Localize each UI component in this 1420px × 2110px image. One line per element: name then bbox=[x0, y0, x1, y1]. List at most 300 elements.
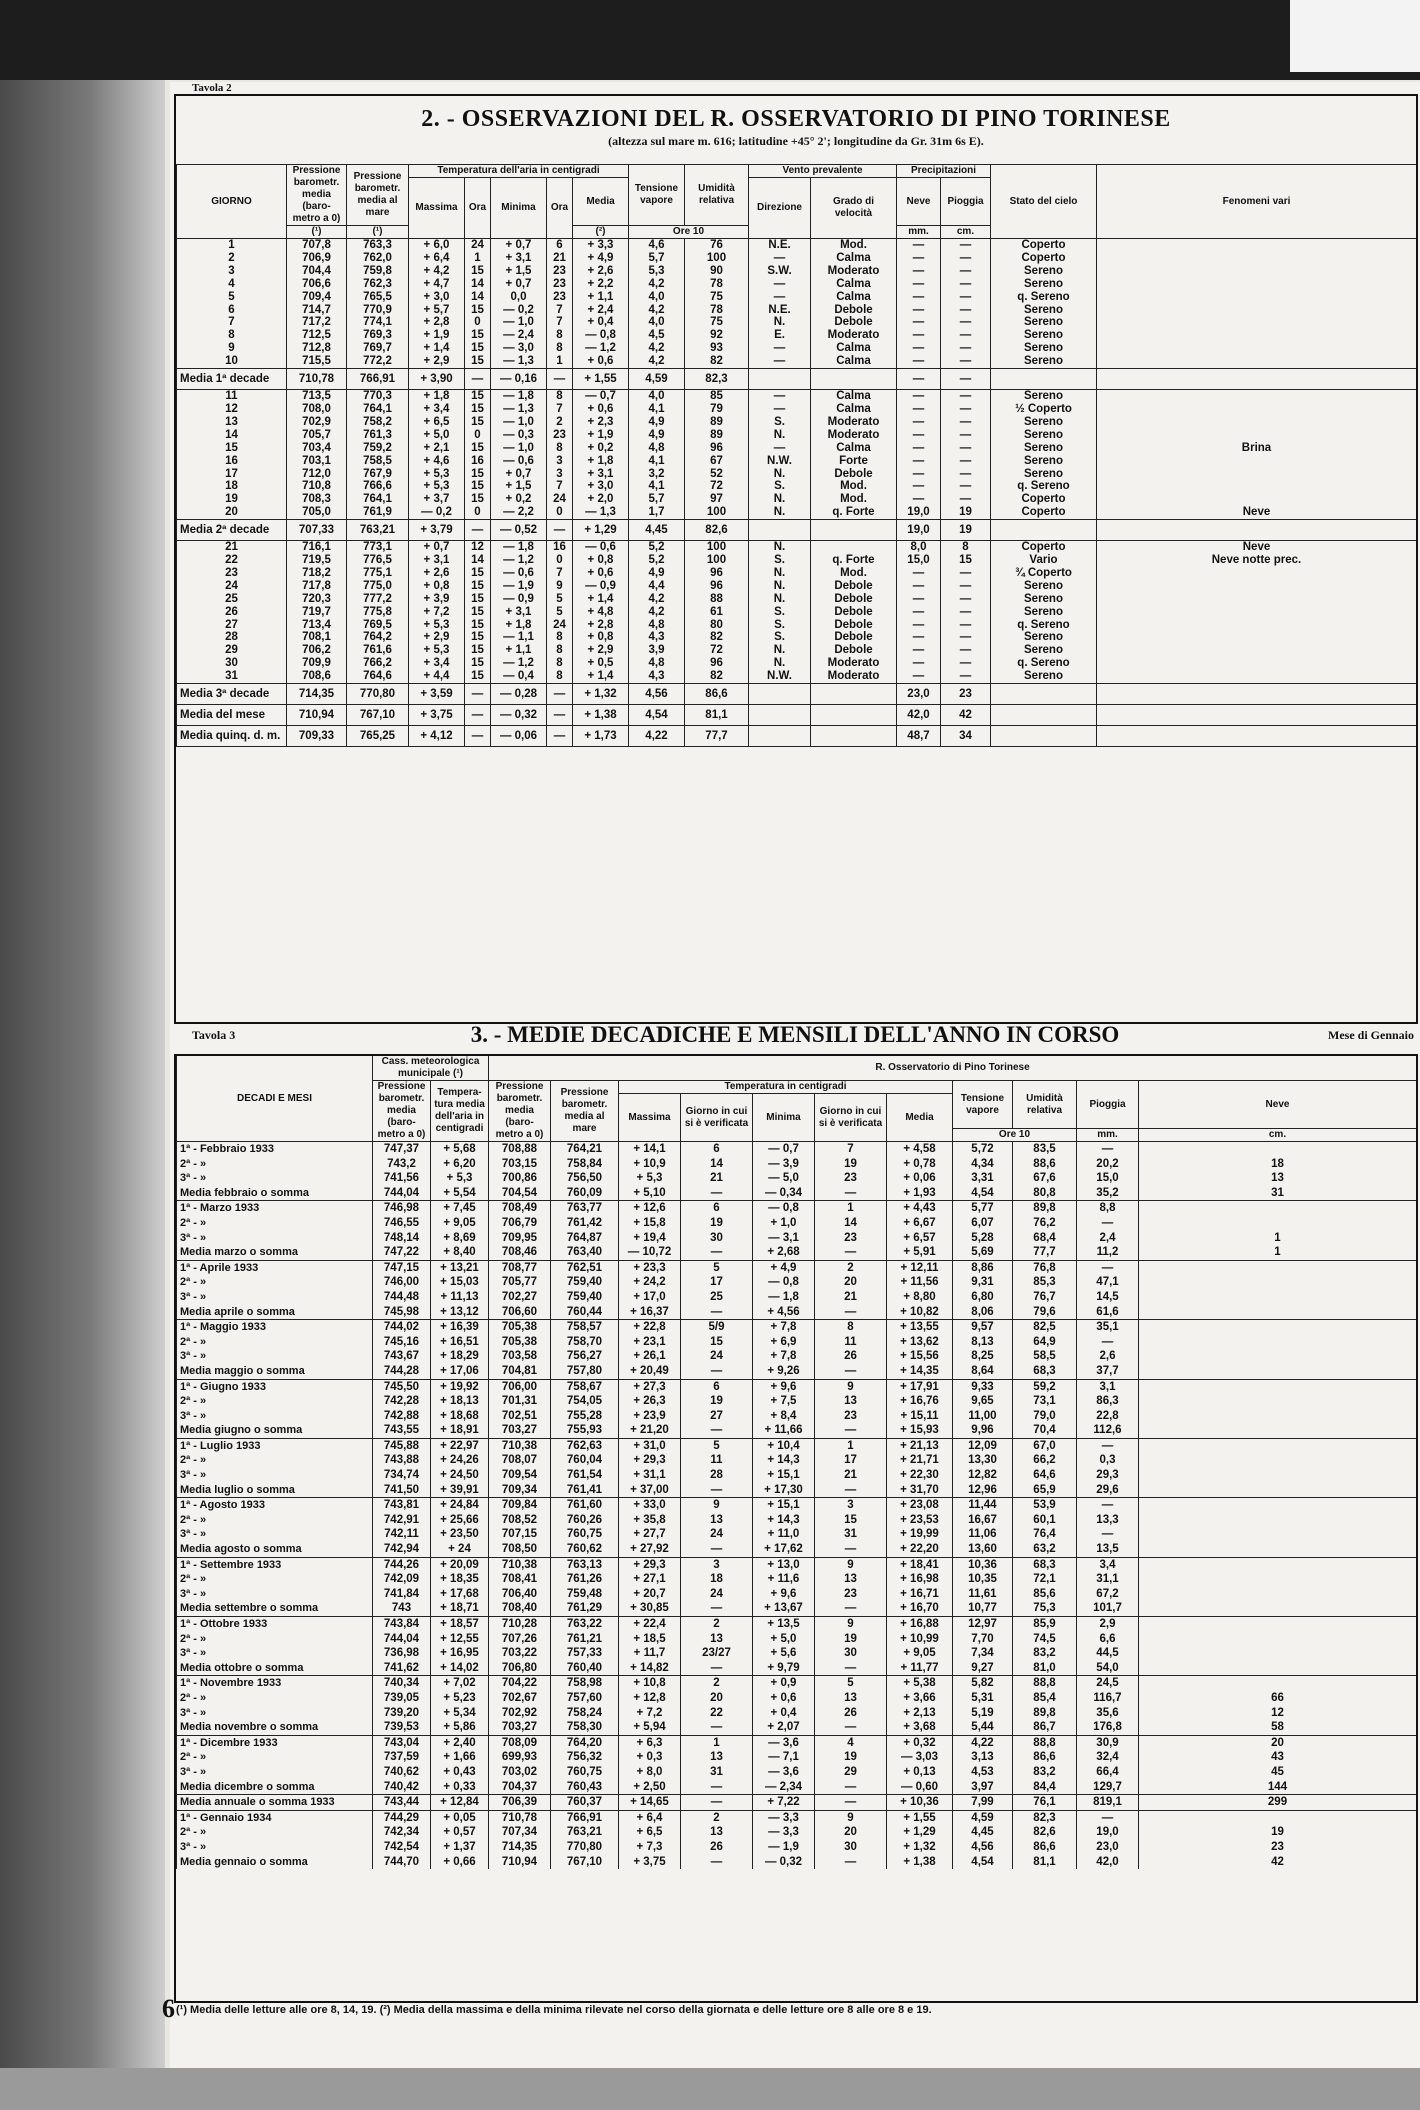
decade-row-cell-10: 4,59 bbox=[953, 1810, 1013, 1825]
decade-row-cell-0: 2ª - » bbox=[177, 1394, 373, 1409]
day-row-cell-6: 8 bbox=[547, 342, 573, 355]
decade-row-cell-5: + 14,1 bbox=[619, 1142, 681, 1157]
month-summary-row-cell-5: + 3,75 bbox=[619, 1855, 681, 1870]
day-row-cell-2: 764,1 bbox=[347, 403, 409, 416]
day-row-cell-12: — bbox=[897, 403, 941, 416]
day-row-cell-5: — 0,6 bbox=[491, 455, 547, 468]
decade-row-cell-0: 1ª - Novembre 1933 bbox=[177, 1676, 373, 1691]
decade-summary-row-cell-11 bbox=[811, 369, 897, 390]
day-row-cell-9: 100 bbox=[685, 252, 749, 265]
decade-summary-row-cell-9: 82,6 bbox=[685, 520, 749, 541]
decade-row-cell-8: 31 bbox=[815, 1527, 887, 1542]
decade-row-cell-11: 82,3 bbox=[1013, 1810, 1077, 1825]
decade-row-cell-1: 745,16 bbox=[373, 1335, 431, 1350]
day-row-cell-15 bbox=[1097, 416, 1417, 429]
day-row-cell-14: Coperto bbox=[991, 493, 1097, 506]
month-summary-row-cell-12: 13,5 bbox=[1077, 1542, 1139, 1557]
final-summary-row-cell-4: — bbox=[465, 705, 491, 726]
day-row bbox=[177, 355, 1417, 368]
day-row-cell-1: 719,5 bbox=[287, 554, 347, 567]
decade-row-cell-13 bbox=[1139, 1409, 1417, 1424]
decade-row-cell-5: + 8,0 bbox=[619, 1765, 681, 1780]
decade-row-cell-9: + 15,11 bbox=[887, 1409, 953, 1424]
decade-row-cell-6: 1 bbox=[681, 1735, 753, 1750]
decade-row-cell-6: 6 bbox=[681, 1201, 753, 1216]
decade-row-cell-6: 20 bbox=[681, 1691, 753, 1706]
day-row-cell-11: Moderato bbox=[811, 265, 897, 278]
month-summary-row-cell-4: 760,43 bbox=[551, 1780, 619, 1795]
decade-row-cell-12: — bbox=[1077, 1527, 1139, 1542]
final-summary-row-cell-7: + 1,73 bbox=[573, 726, 629, 747]
day-row-cell-9: 100 bbox=[685, 506, 749, 519]
decade-row-cell-8: 13 bbox=[815, 1394, 887, 1409]
decade-row-cell-11: 64,9 bbox=[1013, 1335, 1077, 1350]
decade-row-cell-0: 3ª - » bbox=[177, 1527, 373, 1542]
day-row-cell-0: 23 bbox=[177, 567, 287, 580]
decade-summary-row-cell-1: 710,78 bbox=[287, 369, 347, 390]
month-summary-row-cell-3: 708,46 bbox=[489, 1245, 551, 1260]
month-summary-row-cell-7: — 2,34 bbox=[753, 1780, 815, 1795]
month-summary-row-cell-12: 112,6 bbox=[1077, 1423, 1139, 1438]
decade-row bbox=[177, 1676, 1417, 1691]
month-summary-row-cell-9: + 31,70 bbox=[887, 1483, 953, 1498]
day-row-cell-1: 703,4 bbox=[287, 442, 347, 455]
decade-row-cell-2: + 12,55 bbox=[431, 1632, 489, 1647]
day-row-cell-14: q. Sereno bbox=[991, 657, 1097, 670]
month-summary-row-cell-2: + 14,02 bbox=[431, 1661, 489, 1676]
decade-row-cell-3: 708,88 bbox=[489, 1142, 551, 1157]
day-row bbox=[177, 252, 1417, 265]
decade-row-cell-6: 5 bbox=[681, 1438, 753, 1453]
day-row-cell-0: 9 bbox=[177, 342, 287, 355]
decade-row-cell-0: 2ª - » bbox=[177, 1691, 373, 1706]
header-ora-min: Ora bbox=[547, 178, 573, 239]
day-row-cell-1: 708,1 bbox=[287, 631, 347, 644]
final-summary-row bbox=[177, 705, 1417, 726]
day-row-cell-7: — 0,8 bbox=[573, 329, 629, 342]
day-row-cell-15 bbox=[1097, 468, 1417, 481]
day-row-cell-0: 19 bbox=[177, 493, 287, 506]
month-summary-row-cell-13 bbox=[1139, 1542, 1417, 1557]
day-row-cell-2: 767,9 bbox=[347, 468, 409, 481]
day-row-cell-4: 15 bbox=[465, 329, 491, 342]
month-summary-row-cell-12: 37,7 bbox=[1077, 1364, 1139, 1379]
day-row-cell-14: ¾ Coperto bbox=[991, 567, 1097, 580]
day-row-cell-5: + 3,1 bbox=[491, 606, 547, 619]
decade-row-cell-13 bbox=[1139, 1216, 1417, 1231]
day-row-cell-11: Calma bbox=[811, 355, 897, 368]
day-row-cell-13: — bbox=[941, 567, 991, 580]
day-row-cell-0: 26 bbox=[177, 606, 287, 619]
day-row-cell-7: + 2,8 bbox=[573, 619, 629, 632]
decade-row-cell-10: 4,34 bbox=[953, 1157, 1013, 1172]
day-row-cell-6: 2 bbox=[547, 416, 573, 429]
decade-summary-row-cell-3: + 3,59 bbox=[409, 684, 465, 705]
decade-row-cell-8: 9 bbox=[815, 1557, 887, 1572]
final-summary-row-cell-4: — bbox=[465, 726, 491, 747]
day-row-cell-13: — bbox=[941, 403, 991, 416]
decade-row-cell-8: 23 bbox=[815, 1231, 887, 1246]
month-summary-row-cell-0: Media agosto o somma bbox=[177, 1542, 373, 1557]
decade-row-cell-10: 10,36 bbox=[953, 1557, 1013, 1572]
day-row-cell-9: 96 bbox=[685, 657, 749, 670]
decade-row-cell-1: 739,05 bbox=[373, 1691, 431, 1706]
month-summary-row-cell-12: 129,7 bbox=[1077, 1780, 1139, 1795]
month-summary-row bbox=[177, 1423, 1417, 1438]
day-row-cell-7: — 0,7 bbox=[573, 390, 629, 403]
month-summary-row bbox=[177, 1542, 1417, 1557]
decade-row-cell-3: 703,02 bbox=[489, 1765, 551, 1780]
day-row-cell-3: + 2,8 bbox=[409, 316, 465, 329]
decade-row-cell-8: 19 bbox=[815, 1750, 887, 1765]
decade-row-cell-11: 64,6 bbox=[1013, 1468, 1077, 1483]
month-summary-row-cell-10: 5,69 bbox=[953, 1245, 1013, 1260]
decade-row-cell-2: + 1,66 bbox=[431, 1750, 489, 1765]
decade-row-cell-3: 704,22 bbox=[489, 1676, 551, 1691]
day-row-cell-10: N. bbox=[749, 493, 811, 506]
day-row-cell-7: + 3,3 bbox=[573, 239, 629, 252]
day-row-cell-4: 15 bbox=[465, 593, 491, 606]
month-summary-row-cell-4: 767,10 bbox=[551, 1855, 619, 1870]
decade-row-cell-4: 760,26 bbox=[551, 1513, 619, 1528]
decade-row-cell-4: 760,04 bbox=[551, 1453, 619, 1468]
decade-row-cell-8: 26 bbox=[815, 1349, 887, 1364]
day-row-cell-0: 11 bbox=[177, 390, 287, 403]
day-row-cell-11: Debole bbox=[811, 644, 897, 657]
month-summary-row-cell-9: + 1,38 bbox=[887, 1855, 953, 1870]
decade-row-cell-5: + 17,0 bbox=[619, 1290, 681, 1305]
decade-row-cell-13 bbox=[1139, 1335, 1417, 1350]
day-row-cell-11: Debole bbox=[811, 316, 897, 329]
month-summary-row-cell-1: 744,04 bbox=[373, 1186, 431, 1201]
day-row-cell-9: 72 bbox=[685, 480, 749, 493]
day-row-cell-2: 764,2 bbox=[347, 631, 409, 644]
decade-row-cell-3: 707,26 bbox=[489, 1632, 551, 1647]
decade-row-cell-2: + 23,50 bbox=[431, 1527, 489, 1542]
day-row-cell-12: 15,0 bbox=[897, 554, 941, 567]
day-row-cell-10: N. bbox=[749, 644, 811, 657]
day-row-cell-4: 15 bbox=[465, 355, 491, 368]
day-row-cell-12: — bbox=[897, 442, 941, 455]
day-row-cell-5: — 1,0 bbox=[491, 442, 547, 455]
decade-row-cell-10: 9,33 bbox=[953, 1379, 1013, 1394]
header-minima: Minima bbox=[491, 178, 547, 239]
day-row-cell-12: — bbox=[897, 606, 941, 619]
month-summary-row-cell-9: + 5,91 bbox=[887, 1245, 953, 1260]
decade-row-cell-4: 758,24 bbox=[551, 1706, 619, 1721]
decade-row-cell-4: 755,28 bbox=[551, 1409, 619, 1424]
decade-row-cell-1: 743,04 bbox=[373, 1735, 431, 1750]
observations-table bbox=[176, 164, 1416, 747]
final-summary-row-cell-3: + 4,12 bbox=[409, 726, 465, 747]
month-summary-row-cell-8: — bbox=[815, 1364, 887, 1379]
month-summary-row-cell-5: + 37,00 bbox=[619, 1483, 681, 1498]
decade-row-cell-9: + 0,13 bbox=[887, 1765, 953, 1780]
day-row-cell-0: 2 bbox=[177, 252, 287, 265]
decade-row-cell-13 bbox=[1139, 1275, 1417, 1290]
month-summary-row-cell-1: 742,94 bbox=[373, 1542, 431, 1557]
decade-row-cell-11: 83,2 bbox=[1013, 1646, 1077, 1661]
decade-row-cell-1: 743,67 bbox=[373, 1349, 431, 1364]
day-row-cell-7: + 0,6 bbox=[573, 403, 629, 416]
header-note1: (¹) bbox=[287, 226, 347, 239]
decade-summary-row-cell-10 bbox=[749, 684, 811, 705]
day-row-cell-4: 15 bbox=[465, 468, 491, 481]
final-summary-row-cell-7: + 1,38 bbox=[573, 705, 629, 726]
decade-row-cell-12: 35,1 bbox=[1077, 1320, 1139, 1335]
decade-row-cell-6: 23/27 bbox=[681, 1646, 753, 1661]
decade-row-cell-11: 85,3 bbox=[1013, 1275, 1077, 1290]
decade-row-cell-13 bbox=[1139, 1557, 1417, 1572]
decade-row-cell-6: 25 bbox=[681, 1290, 753, 1305]
day-row-cell-12: — bbox=[897, 480, 941, 493]
day-row-cell-8: 4,1 bbox=[629, 403, 685, 416]
day-row-cell-10: E. bbox=[749, 329, 811, 342]
decade-summary-row-cell-7: + 1,29 bbox=[573, 520, 629, 541]
decade-row-cell-12: 23,0 bbox=[1077, 1840, 1139, 1855]
day-row bbox=[177, 631, 1417, 644]
day-row-cell-5: 0,0 bbox=[491, 291, 547, 304]
decade-row-cell-2: + 1,37 bbox=[431, 1840, 489, 1855]
day-row-cell-2: 775,1 bbox=[347, 567, 409, 580]
day-row bbox=[177, 316, 1417, 329]
decade-row-cell-11: 76,4 bbox=[1013, 1527, 1077, 1542]
decade-row-cell-12: 32,4 bbox=[1077, 1750, 1139, 1765]
day-row-cell-11: Moderato bbox=[811, 416, 897, 429]
decade-row-cell-13 bbox=[1139, 1632, 1417, 1647]
month-summary-row-cell-1: 740,42 bbox=[373, 1780, 431, 1795]
decade-row-cell-13: 43 bbox=[1139, 1750, 1417, 1765]
day-row-cell-1: 720,3 bbox=[287, 593, 347, 606]
day-row-cell-8: 3,2 bbox=[629, 468, 685, 481]
day-row-cell-0: 24 bbox=[177, 580, 287, 593]
day-row-cell-4: 1 bbox=[465, 252, 491, 265]
decade-row bbox=[177, 1379, 1417, 1394]
day-row-cell-0: 28 bbox=[177, 631, 287, 644]
day-row-cell-2: 773,1 bbox=[347, 541, 409, 554]
day-row-cell-1: 708,3 bbox=[287, 493, 347, 506]
decade-summary-row-cell-11 bbox=[811, 520, 897, 541]
decade-row-cell-5: + 7,2 bbox=[619, 1706, 681, 1721]
day-row-cell-15: Brina bbox=[1097, 442, 1417, 455]
day-row-cell-11: q. Forte bbox=[811, 554, 897, 567]
decade-row-cell-2: + 16,95 bbox=[431, 1646, 489, 1661]
decade-row-cell-3: 708,52 bbox=[489, 1513, 551, 1528]
day-row bbox=[177, 480, 1417, 493]
decade-row-cell-10: 7,99 bbox=[953, 1795, 1013, 1811]
day-row-cell-10: N. bbox=[749, 506, 811, 519]
decade-row-cell-3: 706,00 bbox=[489, 1379, 551, 1394]
day-row-cell-11: Debole bbox=[811, 619, 897, 632]
day-row-cell-8: 4,2 bbox=[629, 355, 685, 368]
month-summary-row-cell-13 bbox=[1139, 1601, 1417, 1616]
month-summary-row-cell-5: + 21,20 bbox=[619, 1423, 681, 1438]
day-row-cell-1: 706,6 bbox=[287, 278, 347, 291]
decade-row bbox=[177, 1201, 1417, 1216]
decade-row-cell-0: 1ª - Aprile 1933 bbox=[177, 1260, 373, 1275]
decade-row-cell-5: + 0,3 bbox=[619, 1750, 681, 1765]
day-row bbox=[177, 493, 1417, 506]
day-row-cell-4: 14 bbox=[465, 554, 491, 567]
decade-row-cell-6: 6 bbox=[681, 1142, 753, 1157]
month-summary-row-cell-10: 3,97 bbox=[953, 1780, 1013, 1795]
decade-row-cell-2: + 24,26 bbox=[431, 1453, 489, 1468]
header-press-mare-oss: Pressione barometr. media al mare bbox=[551, 1081, 619, 1142]
decade-row-cell-6: 3 bbox=[681, 1557, 753, 1572]
decade-row-cell-1: 745,88 bbox=[373, 1438, 431, 1453]
decade-row-cell-7: — 3,3 bbox=[753, 1810, 815, 1825]
decade-row-cell-9: + 10,36 bbox=[887, 1795, 953, 1811]
decade-row-cell-13: 299 bbox=[1139, 1795, 1417, 1811]
day-row bbox=[177, 619, 1417, 632]
header-neve: Neve bbox=[897, 178, 941, 226]
decade-summary-row-cell-15 bbox=[1097, 684, 1417, 705]
day-row-cell-12: — bbox=[897, 631, 941, 644]
decade-row-cell-10: 12,09 bbox=[953, 1438, 1013, 1453]
month-summary-row-cell-1: 747,22 bbox=[373, 1245, 431, 1260]
day-row-cell-6: 6 bbox=[547, 239, 573, 252]
month-summary-row-cell-3: 704,37 bbox=[489, 1780, 551, 1795]
final-summary-row-cell-13: 34 bbox=[941, 726, 991, 747]
decade-summary-row-cell-2: 770,80 bbox=[347, 684, 409, 705]
final-summary-row-cell-0: Media del mese bbox=[177, 705, 287, 726]
header-grado: Grado di velocità bbox=[811, 178, 897, 239]
decade-row-cell-12: 819,1 bbox=[1077, 1795, 1139, 1811]
day-row-cell-8: 4,6 bbox=[629, 239, 685, 252]
decade-row-cell-2: + 19,92 bbox=[431, 1379, 489, 1394]
decade-row-cell-0: 3ª - » bbox=[177, 1840, 373, 1855]
day-row-cell-8: 4,2 bbox=[629, 304, 685, 317]
month-summary-row-cell-2: + 13,12 bbox=[431, 1305, 489, 1320]
decade-row-cell-10: 6,07 bbox=[953, 1216, 1013, 1231]
decade-row-cell-1: 744,48 bbox=[373, 1290, 431, 1305]
decade-row-cell-10: 5,31 bbox=[953, 1691, 1013, 1706]
decade-row-cell-12: — bbox=[1077, 1142, 1139, 1157]
decade-row-cell-1: 742,88 bbox=[373, 1409, 431, 1424]
month-summary-row-cell-7: — 0,32 bbox=[753, 1855, 815, 1870]
document-page bbox=[162, 82, 1420, 2068]
decade-row-cell-0: 3ª - » bbox=[177, 1468, 373, 1483]
day-row-cell-13: 15 bbox=[941, 554, 991, 567]
decade-row-cell-4: 757,60 bbox=[551, 1691, 619, 1706]
decade-row-cell-13 bbox=[1139, 1572, 1417, 1587]
scan-bottom-band bbox=[0, 2068, 1420, 2110]
header-mm-oss: mm. bbox=[1077, 1129, 1139, 1142]
month-summary-row-cell-10: 9,27 bbox=[953, 1661, 1013, 1676]
decade-row-cell-5: + 23,3 bbox=[619, 1260, 681, 1275]
month-summary-row-cell-12: 101,7 bbox=[1077, 1601, 1139, 1616]
header-temp-media-cassa: Tempera- tura media dell'aria in centigradi bbox=[431, 1081, 489, 1142]
table-3-title: 3. - MEDIE DECADICHE E MENSILI DELL'ANNO IN CORSO bbox=[470, 1022, 1120, 1047]
decade-row-cell-12: — bbox=[1077, 1335, 1139, 1350]
day-row-cell-3: + 0,7 bbox=[409, 541, 465, 554]
day-row-cell-14: Sereno bbox=[991, 316, 1097, 329]
decade-row-cell-7: — 7,1 bbox=[753, 1750, 815, 1765]
day-row-cell-3: + 3,0 bbox=[409, 291, 465, 304]
decade-row-cell-10: 7,34 bbox=[953, 1646, 1013, 1661]
decade-row-cell-13 bbox=[1139, 1394, 1417, 1409]
decade-row-cell-12: 20,2 bbox=[1077, 1157, 1139, 1172]
final-summary-row-cell-14 bbox=[991, 726, 1097, 747]
decade-row-cell-3: 708,77 bbox=[489, 1260, 551, 1275]
month-summary-row-cell-1: 744,28 bbox=[373, 1364, 431, 1379]
day-row-cell-10: — bbox=[749, 252, 811, 265]
day-row-cell-0: 10 bbox=[177, 355, 287, 368]
day-row-cell-3: + 4,6 bbox=[409, 455, 465, 468]
decade-summary-row-cell-3: + 3,79 bbox=[409, 520, 465, 541]
day-row-cell-12: — bbox=[897, 657, 941, 670]
day-row-cell-8: 4,1 bbox=[629, 480, 685, 493]
decade-row-cell-5: + 22,4 bbox=[619, 1617, 681, 1632]
day-row-cell-13: — bbox=[941, 252, 991, 265]
decade-row-cell-1: 744,26 bbox=[373, 1557, 431, 1572]
day-row-cell-5: + 3,1 bbox=[491, 252, 547, 265]
decade-row-cell-8: 4 bbox=[815, 1735, 887, 1750]
day-row-cell-4: 14 bbox=[465, 278, 491, 291]
decade-row-cell-0: 1ª - Luglio 1933 bbox=[177, 1438, 373, 1453]
day-row-cell-3: + 5,7 bbox=[409, 304, 465, 317]
day-row-cell-12: — bbox=[897, 291, 941, 304]
month-summary-row-cell-10: 9,96 bbox=[953, 1423, 1013, 1438]
day-row-cell-7: + 1,8 bbox=[573, 455, 629, 468]
day-row-cell-11: Calma bbox=[811, 291, 897, 304]
day-row-cell-13: — bbox=[941, 429, 991, 442]
decade-row-cell-2: + 12,84 bbox=[431, 1795, 489, 1811]
day-row-cell-1: 706,9 bbox=[287, 252, 347, 265]
decade-summary-row bbox=[177, 684, 1417, 705]
month-summary-row-cell-0: Media novembre o somma bbox=[177, 1720, 373, 1735]
decade-row-cell-3: 703,15 bbox=[489, 1157, 551, 1172]
day-row-cell-8: 4,0 bbox=[629, 390, 685, 403]
decade-row bbox=[177, 1394, 1417, 1409]
decade-summary-row-cell-8: 4,59 bbox=[629, 369, 685, 390]
day-row-cell-14: Sereno bbox=[991, 631, 1097, 644]
day-row-cell-6: 23 bbox=[547, 265, 573, 278]
day-row-cell-12: — bbox=[897, 468, 941, 481]
month-summary-row-cell-2: + 17,06 bbox=[431, 1364, 489, 1379]
month-summary-row-cell-7: + 11,66 bbox=[753, 1423, 815, 1438]
month-summary-row-cell-2: + 18,71 bbox=[431, 1601, 489, 1616]
decade-row bbox=[177, 1527, 1417, 1542]
month-summary-row bbox=[177, 1661, 1417, 1676]
day-row-cell-6: 16 bbox=[547, 541, 573, 554]
decade-row-cell-5: + 23,9 bbox=[619, 1409, 681, 1424]
decade-row-cell-9: + 1,55 bbox=[887, 1810, 953, 1825]
decade-row-cell-9: + 6,57 bbox=[887, 1231, 953, 1246]
decade-row-cell-8: 17 bbox=[815, 1453, 887, 1468]
day-row-cell-1: 708,6 bbox=[287, 670, 347, 683]
decade-row-cell-13: 23 bbox=[1139, 1840, 1417, 1855]
day-row-cell-9: 96 bbox=[685, 567, 749, 580]
month-summary-row-cell-6: — bbox=[681, 1305, 753, 1320]
day-row-cell-14: Sereno bbox=[991, 670, 1097, 683]
day-row-cell-9: 52 bbox=[685, 468, 749, 481]
month-summary-row-cell-13 bbox=[1139, 1364, 1417, 1379]
decade-row-cell-6: 24 bbox=[681, 1349, 753, 1364]
day-row-cell-9: 90 bbox=[685, 265, 749, 278]
month-summary-row-cell-11: 68,3 bbox=[1013, 1364, 1077, 1379]
decade-row-cell-4: 756,50 bbox=[551, 1171, 619, 1186]
day-row-cell-13: 19 bbox=[941, 506, 991, 519]
day-row-cell-4: 15 bbox=[465, 304, 491, 317]
month-summary-row-cell-10: 4,54 bbox=[953, 1855, 1013, 1870]
decade-row-cell-9: + 11,56 bbox=[887, 1275, 953, 1290]
month-summary-row-cell-9: + 10,82 bbox=[887, 1305, 953, 1320]
day-row-cell-3: + 5,3 bbox=[409, 644, 465, 657]
decade-row-cell-12: 66,4 bbox=[1077, 1765, 1139, 1780]
decade-row-cell-9: + 3,66 bbox=[887, 1691, 953, 1706]
decade-row bbox=[177, 1735, 1417, 1750]
